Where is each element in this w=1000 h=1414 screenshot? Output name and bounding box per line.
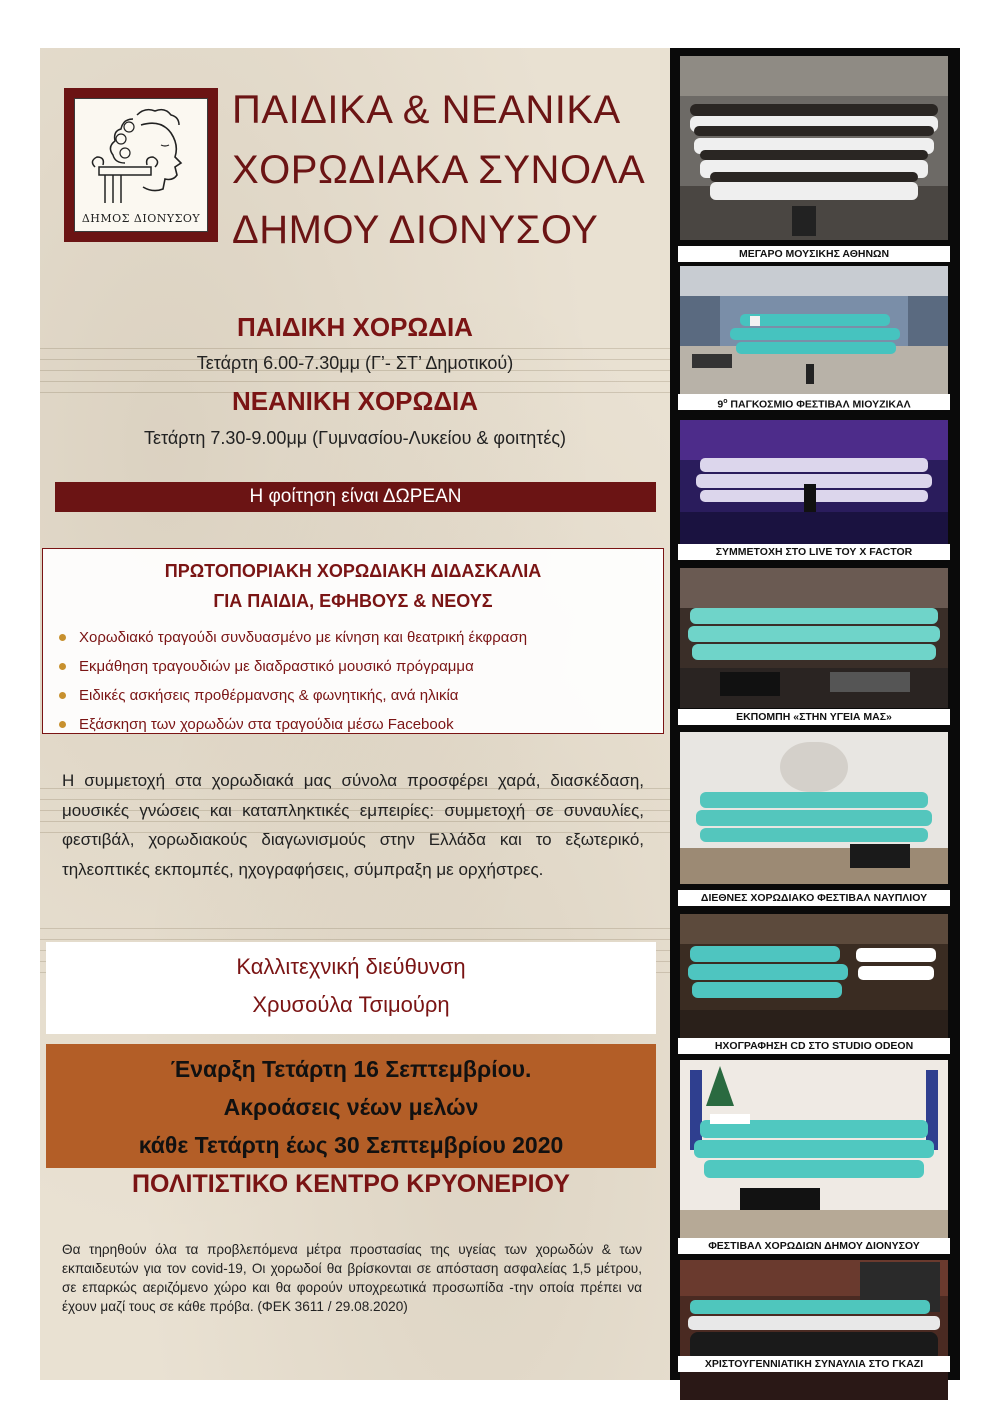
- logo-caption: ΔΗΜΟΣ ΔΙΟΝΥΣΟΥ: [81, 212, 201, 225]
- photo-caption: ΧΡΙΣΤΟΥΓΕΝΝΙΑΤΙΚΗ ΣΥΝΑΥΛΙΑ ΣΤΟ ΓΚΑΖΙ: [678, 1356, 950, 1372]
- page-title-line-3: ΔΗΜΟΥ ΔΙΟΝΥΣΟΥ: [232, 208, 599, 252]
- photo-column: [670, 48, 960, 1380]
- youth-choir-heading: ΝΕΑΝΙΚΗ ΧΟΡΩΔΙΑ: [231, 386, 479, 416]
- list-item: Εκμάθηση τραγουδιών με διαδραστικό μουσικό πρόγραμμα: [53, 652, 527, 681]
- list-item: Ειδικές ασκήσεις προθέρμανσης & φωνητικής, ανά ηλικία: [53, 681, 527, 710]
- list-item: Εξάσκηση των χορωδών στα τραγούδια μέσω Facebook: [53, 710, 527, 739]
- choir-photo: [680, 420, 948, 544]
- teaching-info-box: [42, 548, 664, 734]
- choir-photo: [680, 266, 948, 398]
- list-item: Χορωδιακό τραγούδι συνδυασμένο με κίνηση και θεατρική έκφραση: [53, 623, 527, 652]
- photo-caption: $9^o$ ΠΑΓΚΟΣΜΙΟ ΦΕΣΤΙΒΑΛ ΜΙΟΥΖΙΚΑΛ: [678, 394, 950, 410]
- photo-caption: ΣΥΜΜΕΤΟΧΗ ΣΤΟ LIVE ΤΟΥ X FACTOR: [678, 544, 950, 560]
- description-paragraph: Η συμμετοχή στα χορωδιακά μας σύνολα προσφέρει χαρά, διασκέδαση, μουσικές γνώσεις και καταπληκτικές εμπειρίες: συμμετοχή σε συναυλίες, φεστιβάλ, χορωδιακούς διαγωνισμούς στην Ελλάδα και το εξωτερικό, τηλεοπτικές εκπομπές, ηχογραφήσεις, σύμπραξη με ορχήστρες.: [62, 771, 644, 879]
- artistic-direction-label: Καλλιτεχνική διεύθυνση: [236, 954, 466, 979]
- auditions-line: Ακροάσεις νέων μελών: [223, 1094, 479, 1120]
- artistic-director-name: Χρυσούλα Τσιμούρη: [252, 992, 450, 1017]
- photo-caption: ΜΕΓΑΡΟ ΜΟΥΣΙΚΗΣ ΑΘΗΝΩΝ: [678, 246, 950, 262]
- photo-caption: ΦΕΣΤΙΒΑΛ ΧΟΡΩΔΙΩΝ ΔΗΜΟΥ ΔΙΟΝΥΣΟΥ: [678, 1238, 950, 1254]
- municipality-logo: [64, 88, 218, 242]
- teaching-heading-line-1: ΠΡΩΤΟΠΟΡΙΑΚΗ ΧΟΡΩΔΙΑΚΗ ΔΙΔΑΣΚΑΛΙΑ: [164, 561, 542, 581]
- teaching-heading-line-2: ΓΙΑ ΠΑΙΔΙΑ, ΕΦΗΒΟΥΣ & ΝΕΟΥΣ: [213, 591, 493, 611]
- photo-caption: ΔΙΕΘΝΕΣ ΧΟΡΩΔΙΑΚΟ ΦΕΣΤΙΒΑΛ ΝΑΥΠΛΙΟΥ: [678, 890, 950, 906]
- photo-caption: ΕΚΠΟΜΠΗ «ΣΤΗΝ ΥΓΕΙΑ ΜΑΣ»: [678, 709, 950, 725]
- youth-choir-schedule: Τετάρτη 7.30-9.00μμ (Γυμνασίου-Λυκείου & φοιτητές): [143, 428, 567, 448]
- auditions-schedule-line: κάθε Τετάρτη έως 30 Σεπτεμβρίου 2020: [138, 1132, 564, 1158]
- page-title-line-2: ΧΟΡΩΔΙΑΚΑ ΣΥΝΟΛΑ: [232, 148, 646, 192]
- photo-caption: ΗΧΟΓΡΑΦΗΣΗ CD ΣΤΟ STUDIO ODEON: [678, 1038, 950, 1054]
- start-info-box: [46, 1044, 656, 1168]
- choir-photo: [680, 1060, 948, 1238]
- free-attendance-banner: Η φοίτηση είναι ΔΩΡΕΑΝ: [55, 482, 656, 512]
- venue-name: ΠΟΛΙΤΙΣΤΙΚΟ ΚΕΝΤΡΟ ΚΡΥΟΝΕΡΙΟΥ: [132, 1170, 570, 1198]
- start-date-line: Έναρξη Τετάρτη 16 Σεπτεμβρίου.: [170, 1056, 532, 1082]
- teaching-bullet-list: [53, 623, 527, 739]
- choir-photo: [680, 914, 948, 1048]
- artistic-direction-box: [46, 942, 656, 1034]
- page-title-line-1: ΠΑΙΔΙΚΑ & ΝΕΑΝΙΚΑ: [232, 88, 621, 132]
- choir-photo: [680, 732, 948, 884]
- children-choir-heading: ΠΑΙΔΙΚΗ ΧΟΡΩΔΙΑ: [237, 312, 473, 342]
- choir-photo: [680, 56, 948, 240]
- dionysus-head-icon: [81, 105, 201, 209]
- covid-notice: Θα τηρηθούν όλα τα προβλεπόμενα μέτρα προστασίας της υγείας των χορωδών & των εκπαιδευτών για τον covid-19, Οι χορωδοί θα βρίσκονται σε απόσταση ασφαλείας 1,5 μέτρου, σε επαρκώς αεριζόμενο χώρο και θα φορούν υποχρεωτικά προσωπίδα -την οποία πρέπει να έχουν μαζί τους σε κάθε πρόβα. (ΦΕΚ 3611 / 29.08.2020): [62, 1242, 642, 1314]
- choir-photo: [680, 568, 948, 708]
- children-choir-schedule: Τετάρτη 6.00-7.30μμ (Γ’- ΣΤ’ Δημοτικού): [196, 353, 514, 373]
- choir-photo: [680, 1260, 948, 1400]
